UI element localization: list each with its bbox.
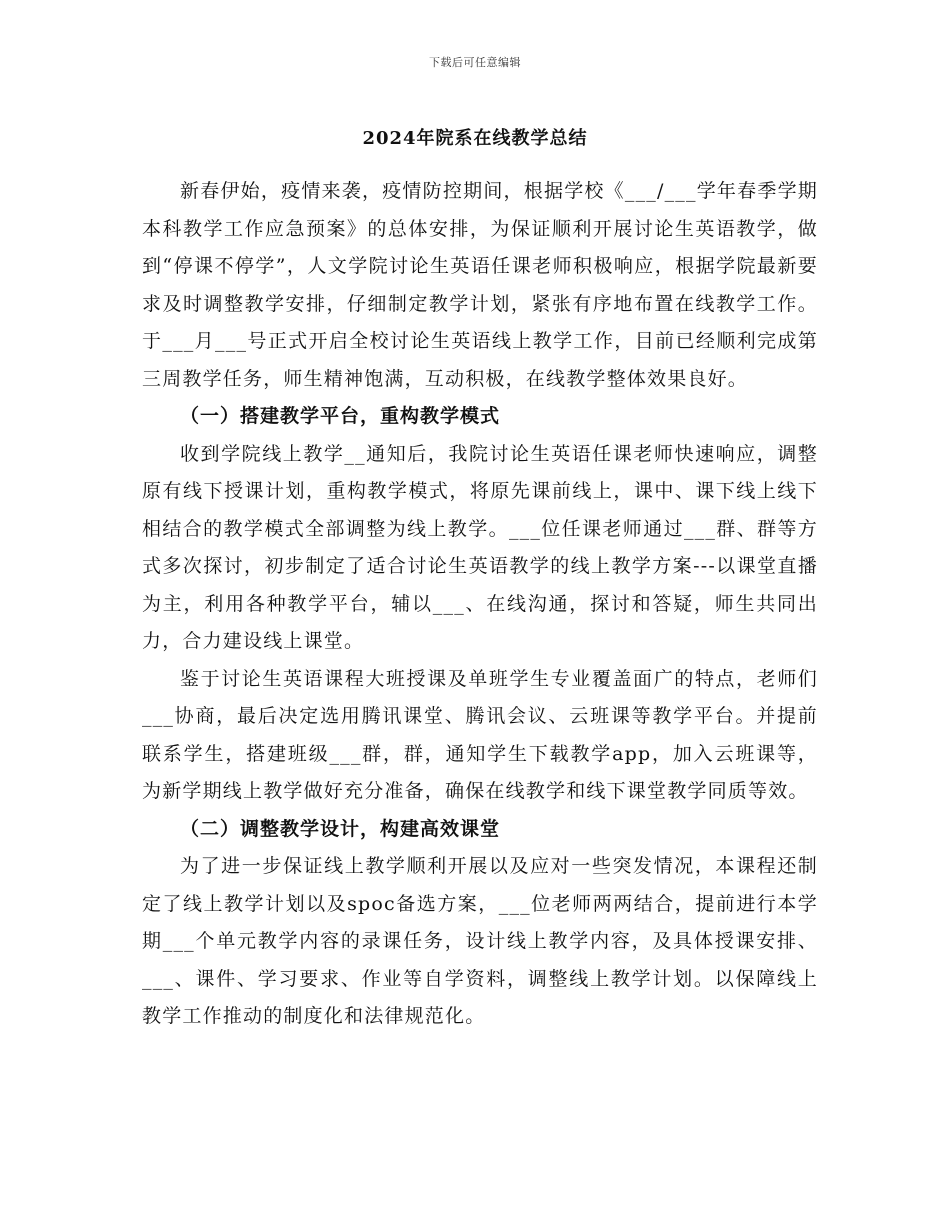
document-body xyxy=(142,173,818,1036)
section-2-paragraph-1: 为了进一步保证线上教学顺利开展以及应对一些突发情况，本课程还制定了线上教学计划以及spoc备选方案，___位老师两两结合，提前进行本学期___个单元教学内容的录课任务，设计线上教学内容，及具体授课安排、___、课件、学习要求、作业等自学资料，调整线上教学计划。以保障线上教学工作推动的制度化和法律规范化。 xyxy=(142,855,818,1027)
document-title: 2024年院系在线教学总结 xyxy=(362,128,588,149)
section-heading-1: （一）搭建教学平台，重构教学模式 xyxy=(180,405,501,427)
intro-paragraph: 新春伊始，疫情来袭，疫情防控期间，根据学校《___/___学年春季学期本科教学工作应急预案》的总体安排，为保证顺利开展讨论生英语教学，做到“停课不停学”，人文学院讨论生英语任课老师积极响应，根据学院最新要求及时调整教学安排，仔细制定教学计划，紧张有序地布置在线教学工作。于___月___号正式开启全校讨论生英语线上教学工作，目前已经顺利完成第三周教学任务，师生精神饱满，互动积极，在线教学整体效果良好。 xyxy=(142,180,818,390)
section-1-paragraph-1: 收到学院线上教学__通知后，我院讨论生英语任课老师快速响应，调整原有线下授课计划，重构教学模式，将原先课前线上，课中、课下线上线下相结合的教学模式全部调整为线上教学。___位任课老师通过___群、群等方式多次探讨，初步制定了适合讨论生英语教学的线上教学方案---以课堂直播为主，利用各种教学平台，辅以___、在线沟通，探讨和答疑，师生共同出力，合力建设线上课堂。 xyxy=(142,442,818,652)
header-note: 下载后可任意编辑 xyxy=(429,56,521,69)
section-1-paragraph-2: 鉴于讨论生英语课程大班授课及单班学生专业覆盖面广的特点，老师们___协商，最后决定选用腾讯课堂、腾讯会议、云班课等教学平台。并提前联系学生，搭建班级___群，群，通知学生下载教学app，加入云班课等，为新学期线上教学做好充分准备，确保在线教学和线下课堂教学同质等效。 xyxy=(142,667,818,802)
section-heading-2: （二）调整教学设计，构建高效课堂 xyxy=(180,817,501,840)
